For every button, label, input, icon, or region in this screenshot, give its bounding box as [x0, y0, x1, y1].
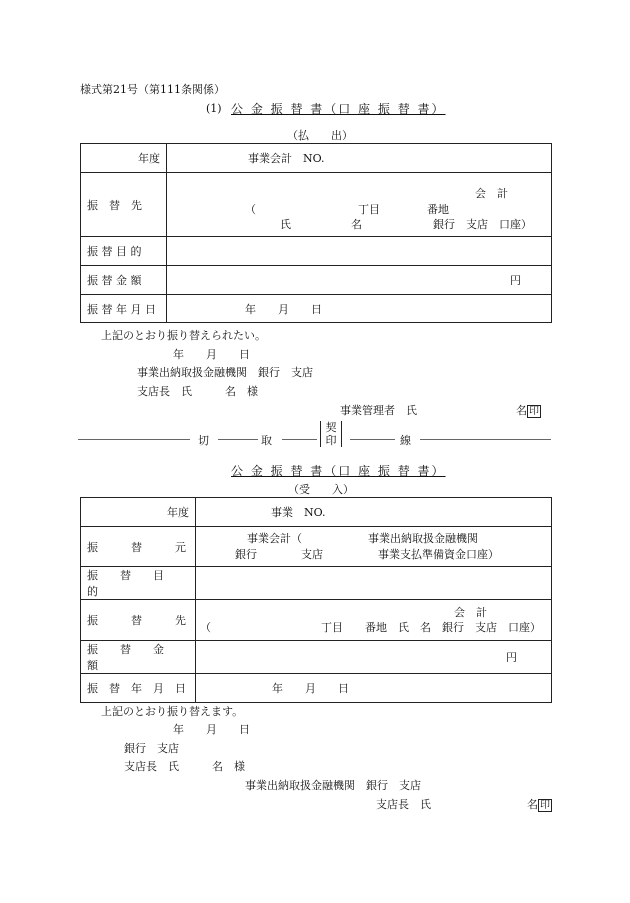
part1-bank-line: 事業出納取扱金融機関 銀行 支店	[137, 366, 313, 379]
part1-row-purpose	[81, 237, 552, 266]
part2-purpose-field[interactable]	[196, 567, 552, 600]
part2-dest-label: 振 替 先	[81, 600, 196, 641]
part2-amount-unit: 円	[506, 651, 517, 664]
cut-line-segment-1	[78, 439, 190, 440]
part1-row-fiscal-year	[81, 144, 552, 173]
seal-icon: 印	[529, 406, 539, 417]
part2-amount-label: 振 替 金 額	[81, 641, 196, 674]
contract-seal-top: 契	[325, 421, 337, 434]
part2-date-field[interactable]: 年 月 日	[196, 674, 552, 703]
part2-seal	[527, 796, 552, 812]
contract-seal-bottom: 印	[325, 434, 337, 447]
part2-fiscal-label: 年度	[81, 498, 196, 527]
part1-row-date	[81, 295, 552, 323]
part1-fiscal-label: 年度	[81, 144, 167, 173]
part2-row-dest	[81, 600, 552, 641]
part2-title: 公 金 振 替 書（口 座 振 替 書）	[231, 464, 446, 478]
part2-row-amount	[81, 641, 552, 674]
part1-dest-paren: （	[245, 203, 256, 216]
cut-line-segment-3	[282, 439, 317, 440]
part1-date-label: 振 替 年 月 日	[81, 295, 167, 323]
part1-dest-shi: 氏	[280, 218, 291, 231]
cut-line-tori: 取	[261, 434, 272, 447]
part2-dest-field[interactable]	[196, 600, 552, 641]
part1-business-manager: 事業管理者 氏	[340, 404, 417, 417]
cut-line-segment-5	[420, 439, 551, 440]
part2-bank-line: 銀行 支店	[124, 742, 179, 755]
part1-row-amount	[81, 266, 552, 295]
cut-line-segment-2	[218, 439, 258, 440]
part1-dest-bank: 銀行 支店 口座）	[433, 218, 532, 231]
part1-table	[80, 143, 552, 323]
part2-source-line1: 事業会計（ 事業出納取扱金融機関	[247, 531, 478, 545]
part2-row-date	[81, 674, 552, 703]
part1-amount-unit: 円	[510, 274, 521, 287]
part1-purpose-field[interactable]	[167, 237, 552, 266]
part1-date-field[interactable]: 年 月 日	[167, 295, 552, 323]
part2-source-line2: 銀行 支店 事業支払準備資金口座）	[235, 547, 499, 561]
part2-purpose-label: 振 替 目 的	[81, 567, 196, 600]
part2-institution-line: 事業出納取扱金融機関 銀行 支店	[245, 779, 421, 792]
part1-dest-mei: 名	[351, 218, 362, 231]
part2-table	[80, 497, 552, 703]
part2-date-label: 振 替 年 月 日	[81, 674, 196, 703]
part2-row-source	[81, 527, 552, 567]
part1-fiscal-field[interactable]: 事業会計 NO.	[167, 144, 552, 173]
part1-dest-banchi: 番地	[427, 203, 449, 216]
part1-title: 公 金 振 替 書（口 座 振 替 書）	[231, 102, 446, 116]
cut-line-sen: 線	[400, 434, 411, 447]
part2-branch-manager: 支店長 氏 名 様	[124, 760, 245, 773]
part2-amount-field[interactable]	[196, 641, 552, 674]
part-number: (1)	[206, 102, 222, 115]
part1-dest-field[interactable]	[167, 173, 552, 237]
part1-branch-manager: 支店長 氏 名 様	[137, 385, 258, 398]
part1-purpose-label: 振 替 目 的	[81, 237, 167, 266]
part2-subtitle: （受 入）	[288, 483, 354, 496]
part2-source-label: 振 替 元	[81, 527, 196, 567]
part1-seal	[516, 402, 541, 418]
part2-dest-line: （ 丁目 番地 氏 名 銀行 支店 口座）	[200, 621, 541, 634]
part2-notice: 上記のとおり振り替えます。	[101, 705, 244, 718]
part1-dest-chome: 丁目	[358, 203, 380, 216]
part1-seal-name: 名	[516, 404, 527, 417]
seal-icon: 印	[540, 800, 550, 811]
part1-subtitle: （払 出）	[287, 129, 353, 142]
part2-dest-kaikei: 会 計	[454, 606, 487, 619]
part1-dest-label: 振 替 先	[81, 173, 167, 237]
contract-seal-box	[320, 421, 342, 447]
part2-fiscal-field[interactable]: 事業 NO.	[196, 498, 552, 527]
part2-seal-name: 名	[527, 798, 538, 811]
part1-notice-date: 年 月 日	[173, 348, 250, 361]
cut-line-segment-4	[350, 439, 395, 440]
cut-line-kiri: 切	[198, 434, 209, 447]
form-label: 様式第21号（第111条関係）	[80, 83, 225, 96]
part1-amount-field[interactable]	[167, 266, 552, 295]
part2-row-purpose	[81, 567, 552, 600]
part1-notice: 上記のとおり振り替えられたい。	[101, 329, 266, 342]
part2-row-fiscal-year	[81, 498, 552, 527]
part1-amount-label: 振 替 金 額	[81, 266, 167, 295]
part2-source-field[interactable]	[196, 527, 552, 567]
part1-dest-kaikei: 会 計	[475, 187, 508, 200]
part1-row-dest	[81, 173, 552, 237]
part2-institution-manager: 支店長 氏	[376, 798, 431, 811]
part2-notice-date: 年 月 日	[173, 723, 250, 736]
